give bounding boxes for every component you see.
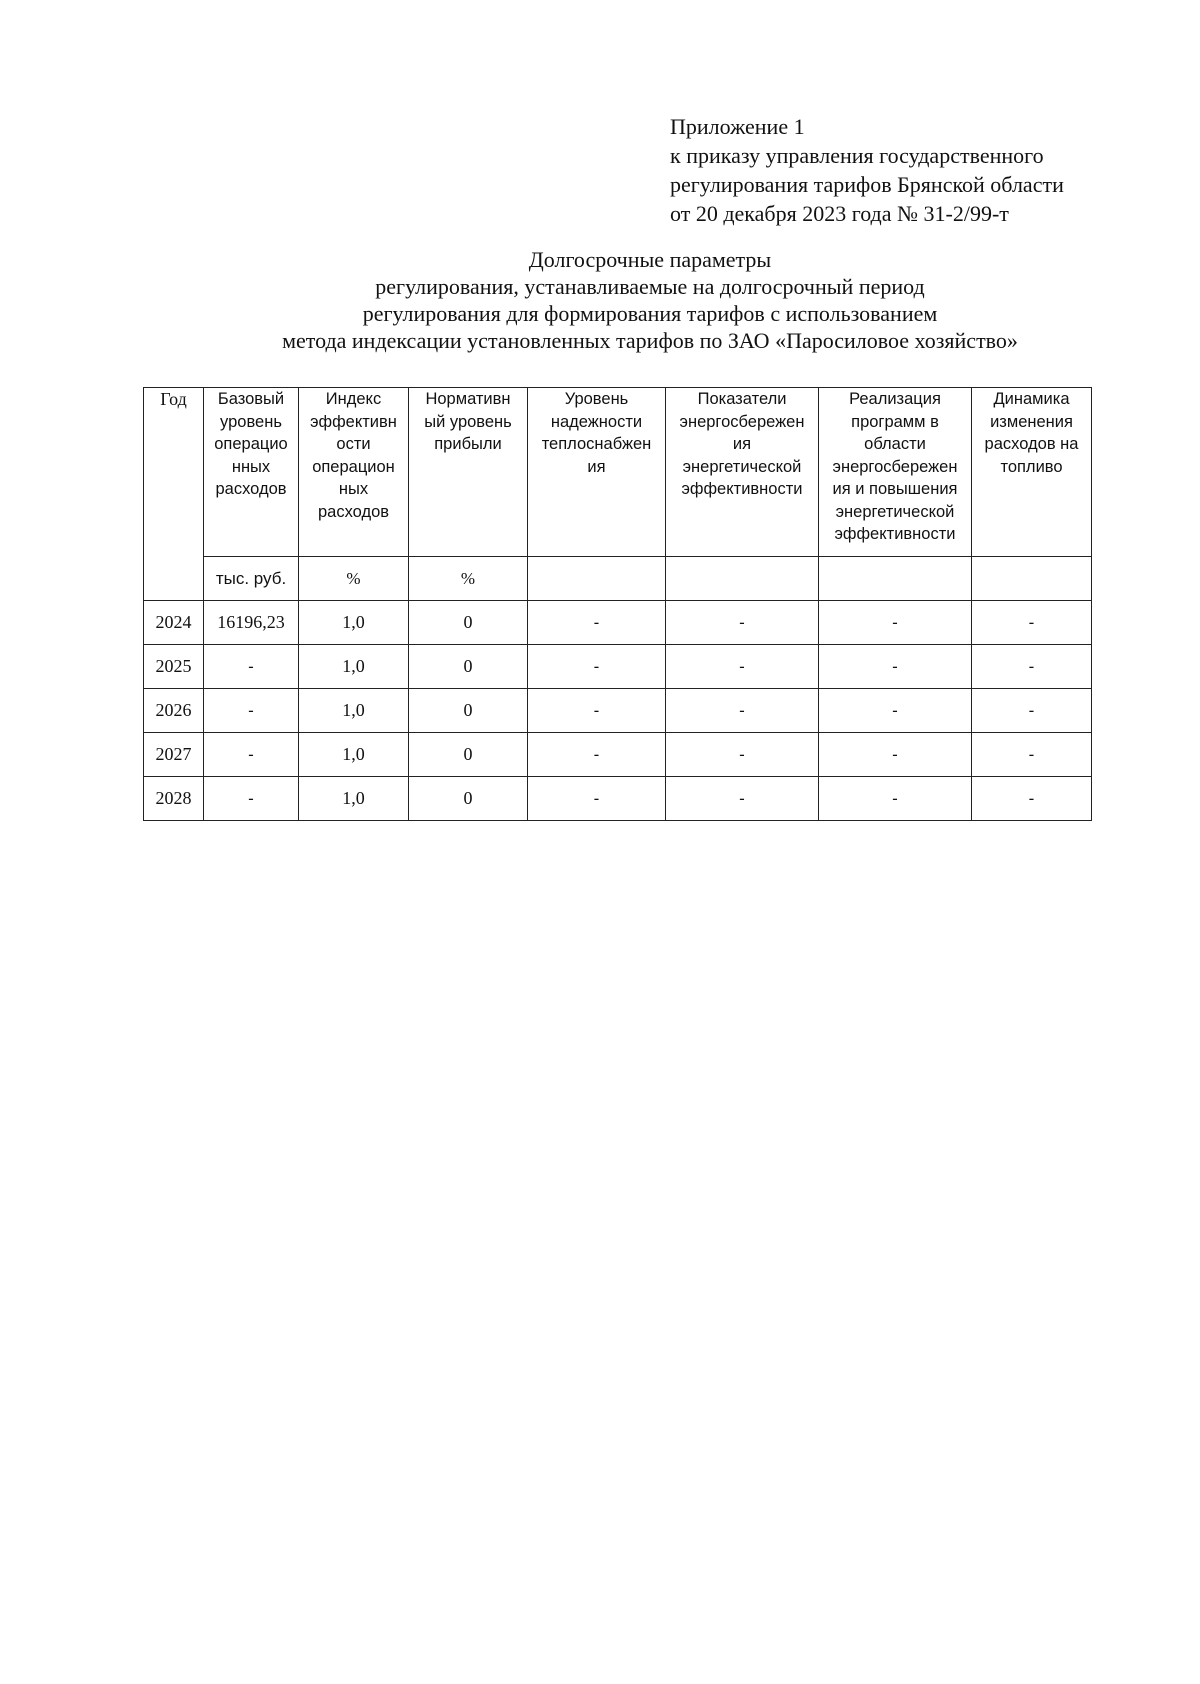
header-text: эффективности [834, 525, 956, 543]
unit-cell [819, 557, 972, 601]
unit-cell [972, 557, 1092, 601]
header-text: Динамика [993, 390, 1070, 408]
appendix-line: от 20 декабря 2023 года № 31-2/99-т [670, 201, 1009, 226]
header-text: Реализация [849, 390, 941, 408]
header-text: ый уровень [424, 412, 512, 431]
table-cell: 0 [409, 777, 528, 821]
table-cell: - [972, 777, 1092, 821]
header-text: энергетической [682, 457, 802, 476]
title-line: регулирования, устанавливаемые на долгосрочный период [375, 274, 925, 299]
title-line: регулирования для формирования тарифов с использованием [362, 301, 938, 326]
header-text: уровень [220, 412, 282, 431]
header-text: расходов [215, 480, 287, 498]
table-cell: - [972, 733, 1092, 777]
header-text: Базовый [217, 390, 285, 408]
appendix-line: к приказу управления государственного [670, 143, 1044, 168]
header-text: теплоснабжен [541, 435, 652, 453]
unit-cell: тыс. руб. [204, 557, 299, 601]
table-cell: - [666, 689, 819, 733]
header-text: Нормативн [425, 390, 511, 408]
table-cell: - [204, 645, 299, 689]
header-text: ости [336, 435, 371, 453]
table-cell: - [528, 733, 666, 777]
header-text: ия [732, 435, 752, 453]
header-text: расходов [317, 502, 390, 521]
document-title [150, 246, 1150, 354]
table-cell: - [972, 645, 1092, 689]
header-text: нных [231, 457, 271, 476]
table-cell: - [819, 689, 972, 733]
header-text: топливо [1000, 457, 1063, 476]
title-line: Долгосрочные параметры [528, 247, 772, 272]
table-row [144, 777, 1092, 821]
header-fuel-dynamics [972, 388, 1092, 557]
table-cell: - [204, 689, 299, 733]
header-text: Уровень [564, 390, 629, 408]
header-text: Показатели [697, 390, 787, 408]
header-profit-level [409, 388, 528, 557]
header-text: прибыли [434, 435, 502, 453]
parameters-table [143, 387, 1092, 821]
table-row [144, 645, 1092, 689]
table-cell: 0 [409, 645, 528, 689]
table-cell: 2026 [144, 689, 204, 733]
table-units-row [144, 557, 1092, 601]
table-row [144, 601, 1092, 645]
title-line: метода индексации установленных тарифов по ЗАО «Паросиловое хозяйство» [282, 328, 1018, 353]
table-cell: 1,0 [299, 645, 409, 689]
header-text: операцио [214, 435, 288, 453]
header-text: операцион [312, 457, 395, 476]
header-text: ия [587, 457, 606, 476]
table-cell: - [666, 645, 819, 689]
header-text: расходов на [984, 435, 1079, 453]
table-cell: - [528, 645, 666, 689]
table-row [144, 689, 1092, 733]
table-cell: - [666, 777, 819, 821]
table-cell: - [819, 777, 972, 821]
table-cell: - [819, 645, 972, 689]
table-cell: 1,0 [299, 777, 409, 821]
table-cell: - [819, 733, 972, 777]
table-cell: - [819, 601, 972, 645]
header-text: энергосбережен [679, 412, 805, 431]
header-energy-saving-indicators [666, 388, 819, 557]
header-year [144, 388, 204, 601]
table-cell: - [528, 689, 666, 733]
table-cell: - [972, 689, 1092, 733]
appendix-line: регулирования тарифов Брянской области [670, 172, 1064, 197]
header-text: ия и повышения [832, 480, 958, 498]
header-base-opex [204, 388, 299, 557]
table-cell: 1,0 [299, 733, 409, 777]
appendix-line: Приложение 1 [670, 114, 805, 139]
header-text: эффективн [310, 412, 397, 431]
table-cell: 1,0 [299, 689, 409, 733]
header-text: надежности [550, 412, 643, 431]
table-row [144, 733, 1092, 777]
header-efficiency-index [299, 388, 409, 557]
table-cell: 0 [409, 733, 528, 777]
header-text: области [864, 435, 926, 453]
header-text: энергосбережен [832, 457, 958, 476]
header-text: эффективности [681, 480, 803, 498]
table-header-row [144, 388, 1092, 557]
header-energy-programs [819, 388, 972, 557]
appendix-block [670, 112, 1064, 228]
table-cell: - [666, 601, 819, 645]
table-cell: 2024 [144, 601, 204, 645]
unit-cell [528, 557, 666, 601]
header-text: энергетической [835, 502, 955, 521]
header-text: изменения [990, 412, 1073, 431]
table-cell: 2028 [144, 777, 204, 821]
unit-cell: % [299, 557, 409, 601]
header-text: Индекс [325, 390, 382, 408]
table-cell: - [204, 777, 299, 821]
table-cell: - [528, 601, 666, 645]
table-cell: 2025 [144, 645, 204, 689]
table-cell: - [972, 601, 1092, 645]
table-cell: 0 [409, 689, 528, 733]
header-text: ных [338, 480, 369, 498]
table-cell: - [204, 733, 299, 777]
unit-cell [666, 557, 819, 601]
table-cell: 16196,23 [204, 601, 299, 645]
header-reliability [528, 388, 666, 557]
table-cell: 2027 [144, 733, 204, 777]
table-cell: - [666, 733, 819, 777]
table-cell: - [528, 777, 666, 821]
header-text: Год [160, 389, 187, 409]
header-text: программ в [851, 412, 939, 431]
table-cell: 1,0 [299, 601, 409, 645]
table-cell: 0 [409, 601, 528, 645]
unit-cell: % [409, 557, 528, 601]
